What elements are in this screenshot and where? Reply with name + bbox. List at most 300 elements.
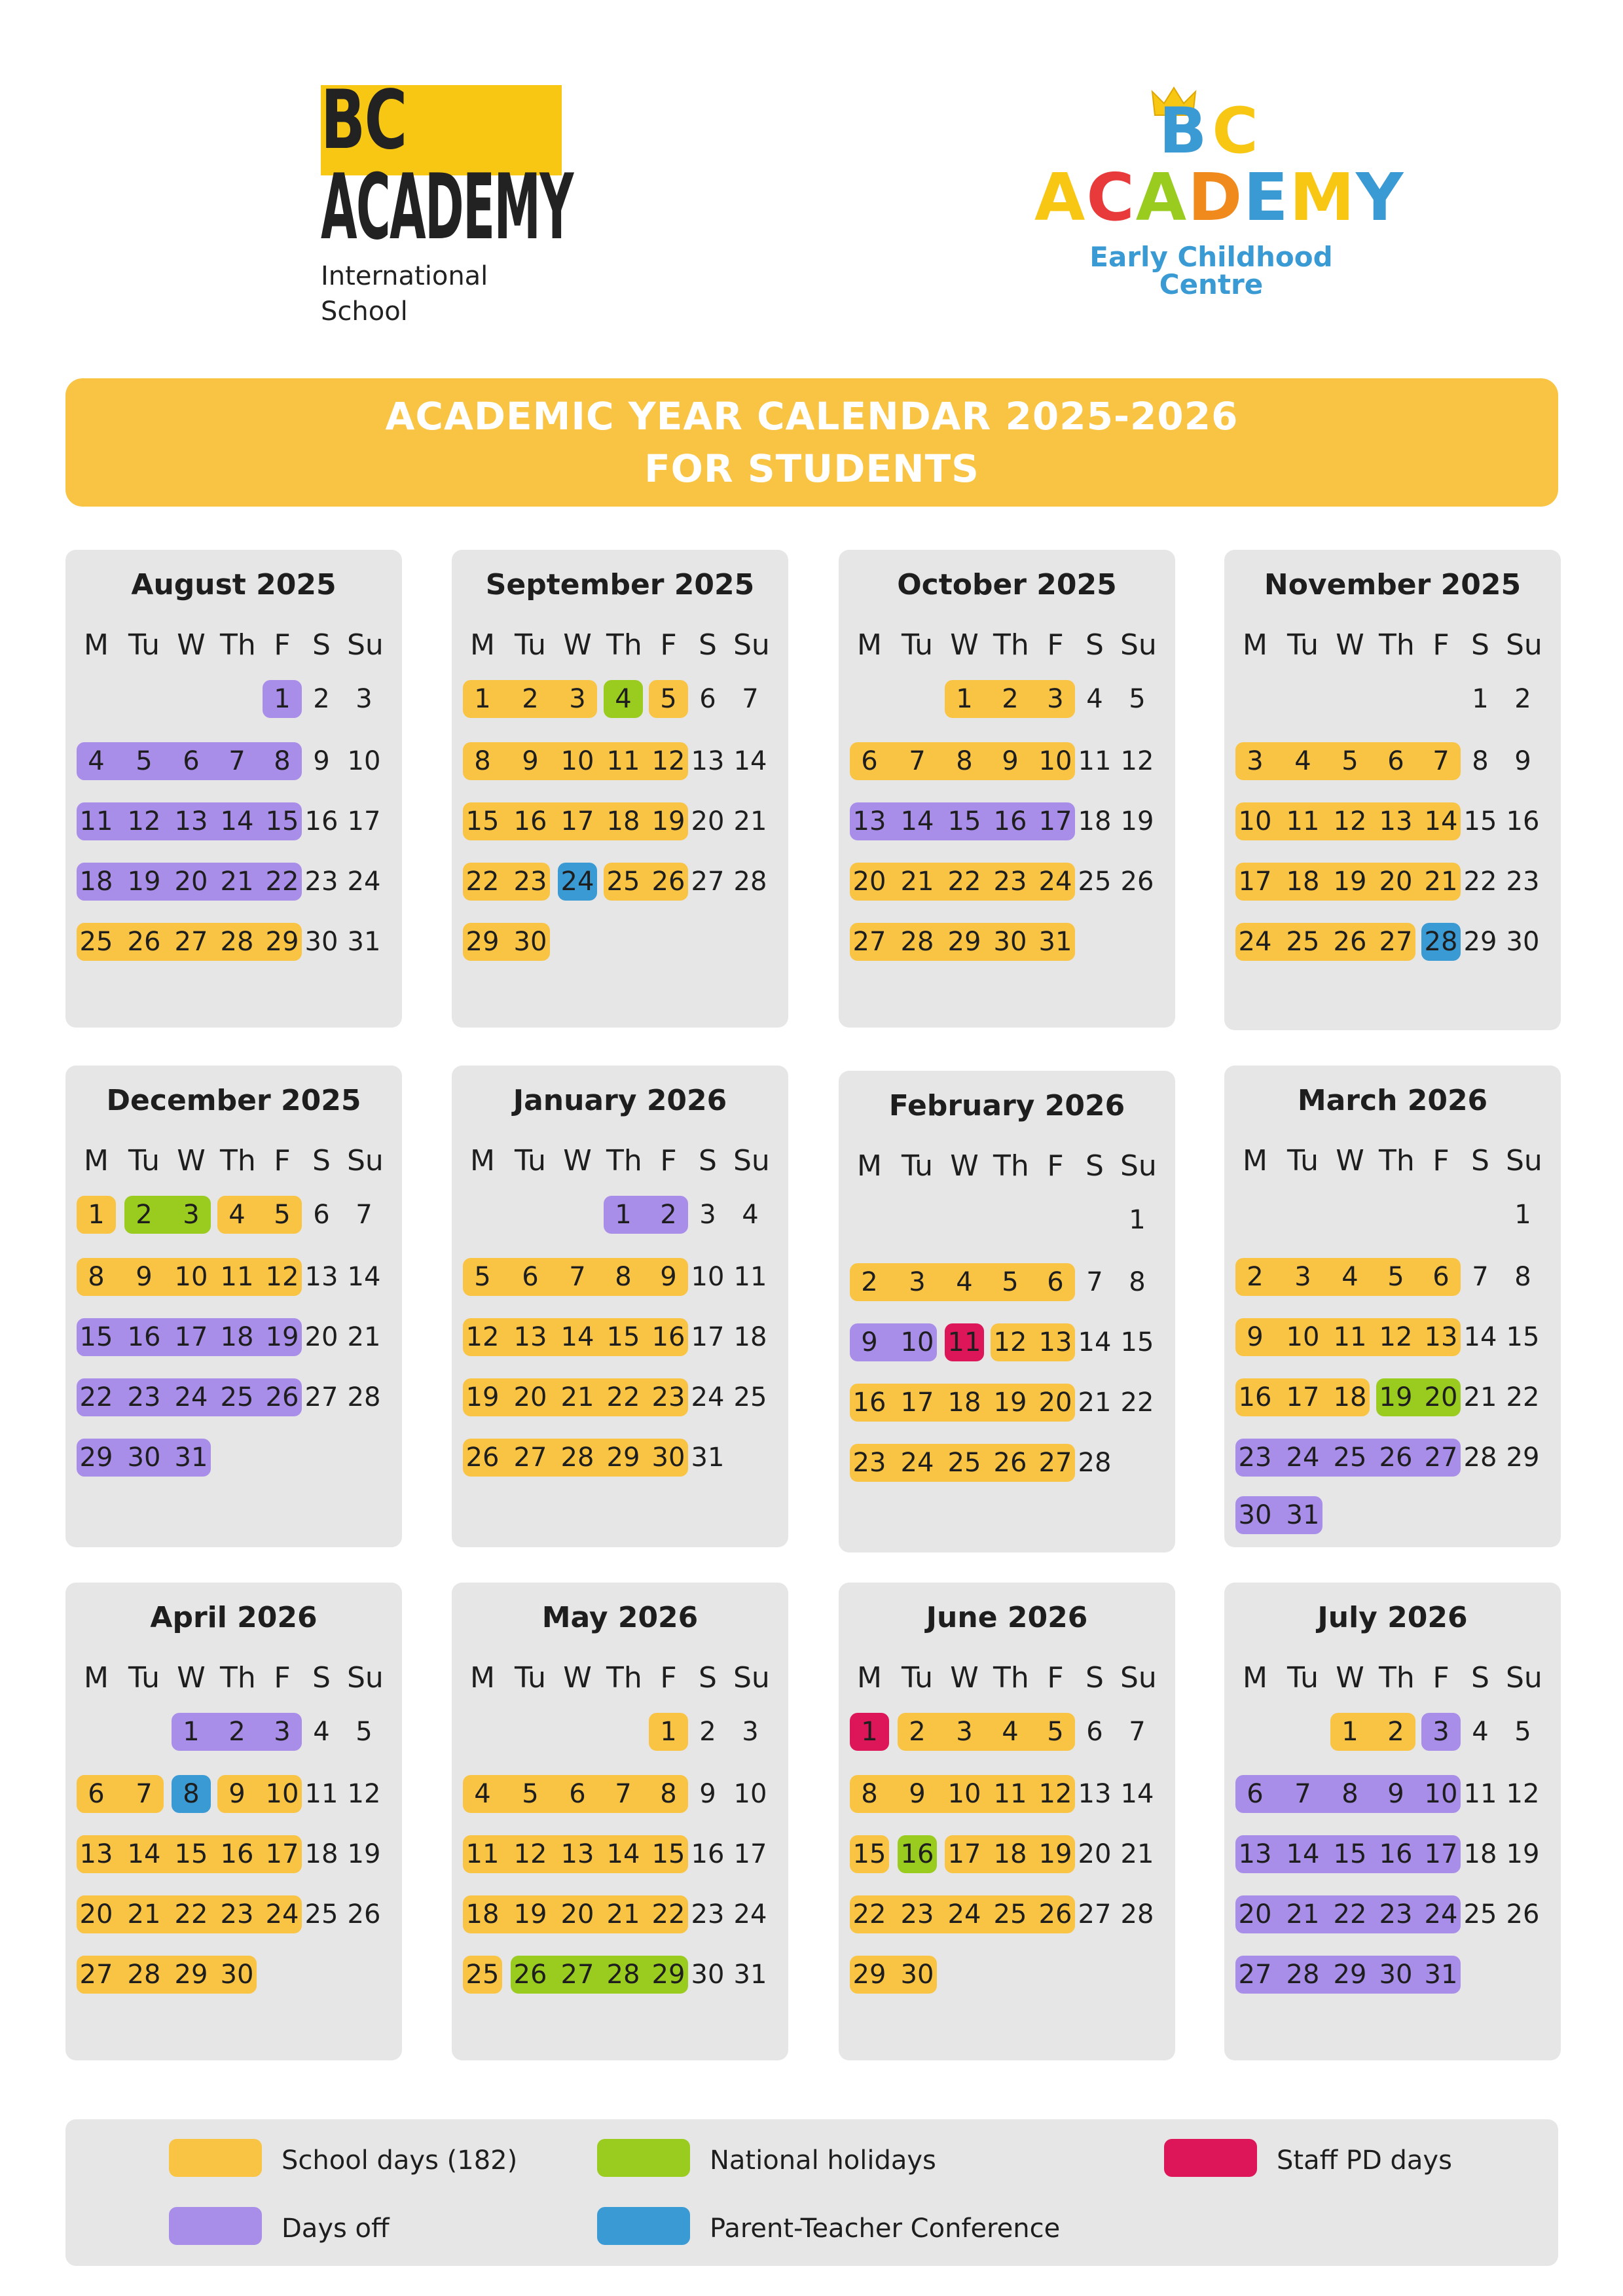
calendar-day: 19 [513, 1899, 547, 1929]
calendar-day: 14 [220, 806, 254, 836]
calendar-day: 26 [1506, 1899, 1540, 1929]
calendar-day: 10 [265, 1779, 299, 1809]
calendar-day: 12 [651, 746, 685, 776]
calendar-day: 30 [1238, 1500, 1272, 1530]
legend-swatch-ptc [597, 2207, 690, 2245]
calendar-day: 4 [956, 1267, 973, 1297]
calendar-day: 17 [347, 806, 381, 836]
calendar-day: 7 [1129, 1717, 1146, 1747]
weekday-header: F [1047, 1149, 1064, 1183]
calendar-day: 23 [127, 1382, 161, 1412]
calendar-day: 27 [852, 927, 886, 957]
calendar-day: 21 [1424, 867, 1458, 897]
legend-label-ptc: Parent-Teacher Conference [710, 2214, 1061, 2244]
calendar-day: 13 [1424, 1322, 1458, 1352]
weekday-header: Su [1120, 1149, 1157, 1183]
weekday-header: Su [347, 628, 384, 662]
weekday-header: M [470, 1661, 495, 1695]
calendar-day: 6 [1047, 1267, 1064, 1297]
calendar-day: 7 [1294, 1779, 1311, 1809]
calendar-title-banner [65, 378, 1558, 507]
calendar-day: 30 [1506, 927, 1540, 957]
calendar-day: 11 [993, 1779, 1027, 1809]
legend-label-pd: Staff PD days [1277, 2145, 1452, 2176]
weekday-header: S [1471, 1661, 1489, 1695]
calendar-day: 28 [606, 1960, 640, 1990]
calendar-day: 17 [900, 1388, 934, 1418]
calendar-day: 22 [79, 1382, 113, 1412]
calendar-day: 20 [79, 1899, 113, 1929]
calendar-day: 18 [993, 1839, 1027, 1869]
calendar-day: 19 [1506, 1839, 1540, 1869]
calendar-day: 9 [136, 1262, 153, 1292]
calendar-day: 29 [606, 1443, 640, 1473]
calendar-day: 10 [1424, 1779, 1458, 1809]
weekday-header: M [84, 1661, 109, 1695]
calendar-day: 20 [1078, 1839, 1112, 1869]
calendar-day: 26 [347, 1899, 381, 1929]
calendar-day: 16 [513, 806, 547, 836]
calendar-day: 14 [127, 1839, 161, 1869]
calendar-day: 4 [1294, 746, 1311, 776]
weekday-header: Su [1120, 628, 1157, 662]
calendar-day: 14 [560, 1322, 594, 1352]
calendar-day: 11 [1463, 1779, 1497, 1809]
weekday-header: M [857, 1149, 882, 1183]
weekday-header: S [699, 1144, 717, 1177]
calendar-day: 22 [265, 867, 299, 897]
calendar-day: 21 [347, 1322, 381, 1352]
calendar-day: 5 [1341, 746, 1359, 776]
weekday-header: W [1336, 1144, 1364, 1177]
calendar-day: 8 [956, 746, 973, 776]
calendar-day: 30 [304, 927, 338, 957]
calendar-day: 8 [183, 1779, 200, 1809]
calendar-day: 27 [79, 1960, 113, 1990]
logo-letter: C [1212, 94, 1264, 168]
calendar-day: 27 [691, 867, 725, 897]
calendar-day: 14 [1424, 806, 1458, 836]
calendar-day: 1 [474, 684, 491, 714]
calendar-day: 25 [79, 927, 113, 957]
weekday-header: M [1243, 1144, 1267, 1177]
calendar-day: 24 [174, 1382, 208, 1412]
logo-letter: A [1135, 159, 1188, 236]
calendar-day: 23 [1238, 1443, 1272, 1473]
month-title: December 2025 [106, 1084, 361, 1117]
calendar-day: 18 [220, 1322, 254, 1352]
calendar-day: 21 [220, 867, 254, 897]
calendar-day: 11 [606, 746, 640, 776]
weekday-header: F [1432, 628, 1450, 662]
calendar-day: 4 [615, 684, 632, 714]
calendar-day: 9 [861, 1327, 878, 1357]
calendar-day: 5 [1047, 1717, 1064, 1747]
calendar-day: 5 [136, 746, 153, 776]
logo-bc-text [1034, 94, 1388, 168]
calendar-day: 4 [1341, 1262, 1359, 1292]
calendar-day: 2 [861, 1267, 878, 1297]
calendar-day: 18 [1333, 1382, 1367, 1412]
logo-subtitle: Early Childhood Centre [1089, 241, 1333, 300]
banner-title: ACADEMIC YEAR CALENDAR 2025-2026 [385, 394, 1239, 439]
calendar-day: 4 [1472, 1717, 1489, 1747]
calendar-day: 1 [1514, 1200, 1531, 1230]
calendar-day: 13 [852, 806, 886, 836]
calendar-day: 11 [1333, 1322, 1367, 1352]
calendar-day: 16 [1379, 1839, 1413, 1869]
calendar-day: 16 [852, 1388, 886, 1418]
calendar-day: 6 [522, 1262, 539, 1292]
legend-label-holiday: National holidays [710, 2145, 936, 2176]
calendar-day: 22 [1120, 1388, 1154, 1418]
calendar-day: 4 [474, 1779, 491, 1809]
weekday-header: W [1336, 628, 1364, 662]
calendar-day: 18 [606, 806, 640, 836]
weekday-header: Su [347, 1144, 384, 1177]
calendar-day: 2 [909, 1717, 926, 1747]
calendar-day: 2 [1247, 1262, 1264, 1292]
calendar-day: 1 [615, 1200, 632, 1230]
calendar-day: 15 [174, 1839, 208, 1869]
calendar-day: 6 [1387, 746, 1404, 776]
calendar-day: 24 [1286, 1443, 1320, 1473]
calendar-day: 7 [1472, 1262, 1489, 1292]
calendar-day: 20 [1379, 867, 1413, 897]
logo-letter: A [1034, 159, 1087, 236]
calendar-day: 22 [1506, 1382, 1540, 1412]
calendar-day: 17 [1286, 1382, 1320, 1412]
calendar-day: 29 [265, 927, 299, 957]
calendar-day: 6 [1432, 1262, 1450, 1292]
weekday-header: Tu [128, 1144, 160, 1177]
calendar-day: 4 [313, 1717, 330, 1747]
calendar-day: 27 [304, 1382, 338, 1412]
calendar-day: 25 [606, 867, 640, 897]
weekday-header: Su [733, 628, 770, 662]
calendar-day: 3 [909, 1267, 926, 1297]
calendar-day: 1 [956, 684, 973, 714]
calendar-day: 13 [174, 806, 208, 836]
calendar-day: 30 [127, 1443, 161, 1473]
calendar-day: 20 [513, 1382, 547, 1412]
weekday-header: F [660, 628, 677, 662]
weekday-header: Th [1379, 1144, 1415, 1177]
calendar-day: 12 [1506, 1779, 1540, 1809]
calendar-day: 26 [1379, 1443, 1413, 1473]
calendar-day: 3 [1432, 1717, 1450, 1747]
calendar-day: 12 [1333, 806, 1367, 836]
month-july-2026 [1224, 1583, 1561, 2060]
calendar-day: 7 [615, 1779, 632, 1809]
calendar-day: 8 [1341, 1779, 1359, 1809]
calendar-day: 2 [1002, 684, 1019, 714]
weekday-header: M [470, 628, 495, 662]
weekday-header: Tu [514, 628, 547, 662]
calendar-day: 19 [1120, 806, 1154, 836]
calendar-day: 20 [560, 1899, 594, 1929]
calendar-day: 6 [1247, 1779, 1264, 1809]
calendar-day: 14 [1463, 1322, 1497, 1352]
calendar-day: 4 [88, 746, 105, 776]
calendar-day: 26 [1333, 927, 1367, 957]
calendar-day: 21 [1463, 1382, 1497, 1412]
calendar-day: 13 [513, 1322, 547, 1352]
calendar-day: 10 [1038, 746, 1072, 776]
calendar-day: 22 [1463, 867, 1497, 897]
calendar-day: 30 [220, 1960, 254, 1990]
calendar-day: 20 [304, 1322, 338, 1352]
weekday-header: F [274, 628, 291, 662]
calendar-day: 24 [947, 1899, 981, 1929]
calendar-day: 5 [356, 1717, 373, 1747]
weekday-header: Su [1506, 1661, 1542, 1695]
weekday-header: Th [606, 1661, 642, 1695]
weekday-header: Tu [128, 628, 160, 662]
calendar-day: 20 [1038, 1388, 1072, 1418]
calendar-day: 3 [183, 1200, 200, 1230]
calendar-day: 21 [900, 867, 934, 897]
weekday-header: S [1471, 1144, 1489, 1177]
weekday-header: F [660, 1144, 677, 1177]
weekday-header: Su [733, 1144, 770, 1177]
legend-label-school: School days (182) [282, 2145, 518, 2176]
calendar-day: 13 [79, 1839, 113, 1869]
calendar-day: 26 [513, 1960, 547, 1990]
calendar-day: 11 [947, 1327, 981, 1357]
calendar-day: 6 [861, 746, 878, 776]
calendar-day: 24 [691, 1382, 725, 1412]
weekday-header: W [563, 1661, 592, 1695]
weekday-header: Th [993, 1661, 1029, 1695]
calendar-day: 25 [465, 1960, 500, 1990]
calendar-day: 12 [265, 1262, 299, 1292]
weekday-header: Th [606, 1144, 642, 1177]
weekday-header: Th [1379, 628, 1415, 662]
month-february-2026 [839, 1071, 1175, 1552]
calendar-day: 11 [1286, 806, 1320, 836]
calendar-day: 18 [465, 1899, 500, 1929]
legend [65, 2119, 1558, 2266]
calendar-day: 19 [1333, 867, 1367, 897]
calendar-day: 15 [465, 806, 500, 836]
calendar-day: 19 [347, 1839, 381, 1869]
calendar-day: 2 [1514, 684, 1531, 714]
calendar-day: 25 [1286, 927, 1320, 957]
logo-subtitle-line2: School [321, 296, 408, 327]
weekday-header: S [1085, 628, 1104, 662]
logo-academy-text: ACADEMY [321, 154, 573, 260]
calendar-day: 5 [274, 1200, 291, 1230]
weekday-header: M [857, 1661, 882, 1695]
calendar-day: 1 [1472, 684, 1489, 714]
calendar-day: 5 [1387, 1262, 1404, 1292]
calendar-day: 23 [513, 867, 547, 897]
weekday-header: Tu [901, 628, 934, 662]
calendar-day: 28 [733, 867, 767, 897]
weekday-header: S [1085, 1149, 1104, 1183]
calendar-day: 10 [947, 1779, 981, 1809]
calendar-day: 5 [1514, 1717, 1531, 1747]
calendar-day: 8 [861, 1779, 878, 1809]
weekday-header: S [1471, 628, 1489, 662]
calendar-day: 20 [1238, 1899, 1272, 1929]
calendar-day: 16 [900, 1839, 934, 1869]
calendar-day: 6 [183, 746, 200, 776]
calendar-day: 23 [1506, 867, 1540, 897]
calendar-day: 12 [513, 1839, 547, 1869]
calendar-day: 31 [1286, 1500, 1320, 1530]
calendar-day: 29 [651, 1960, 685, 1990]
calendar-day: 4 [1086, 684, 1103, 714]
calendar-day: 30 [513, 927, 547, 957]
calendar-day: 15 [947, 806, 981, 836]
calendar-day: 14 [606, 1839, 640, 1869]
calendar-day: 29 [852, 1960, 886, 1990]
weekday-header: W [950, 1661, 979, 1695]
month-title: October 2025 [897, 568, 1117, 601]
calendar-day: 28 [127, 1960, 161, 1990]
calendar-day: 21 [1120, 1839, 1154, 1869]
calendar-day: 1 [88, 1200, 105, 1230]
month-december-2025 [65, 1066, 402, 1547]
calendar-day: 14 [1120, 1779, 1154, 1809]
calendar-day: 24 [1238, 927, 1272, 957]
calendar-day: 2 [1387, 1717, 1404, 1747]
month-october-2025 [839, 550, 1175, 1028]
calendar-day: 27 [1424, 1443, 1458, 1473]
calendar-day: 17 [947, 1839, 981, 1869]
calendar-day: 17 [733, 1839, 767, 1869]
calendar-day: 17 [560, 806, 594, 836]
calendar-day: 23 [304, 867, 338, 897]
calendar-day: 4 [228, 1200, 246, 1230]
calendar-day: 9 [660, 1262, 677, 1292]
calendar-day: 16 [691, 1839, 725, 1869]
calendar-day: 2 [522, 684, 539, 714]
weekday-header: M [857, 628, 882, 662]
weekday-header: Th [220, 628, 256, 662]
calendar-day: 8 [615, 1262, 632, 1292]
calendar-day: 22 [465, 867, 500, 897]
calendar-day: 16 [993, 806, 1027, 836]
calendar-day: 28 [1286, 1960, 1320, 1990]
calendar-day: 7 [1432, 746, 1450, 776]
weekday-header: W [563, 628, 592, 662]
calendar-day: 24 [1424, 1899, 1458, 1929]
calendar-day: 21 [606, 1899, 640, 1929]
calendar-day: 12 [993, 1327, 1027, 1357]
calendar-day: 17 [1238, 867, 1272, 897]
calendar-day: 22 [852, 1899, 886, 1929]
calendar-day: 31 [1038, 927, 1072, 957]
weekday-header: S [699, 1661, 717, 1695]
calendar-day: 24 [560, 867, 594, 897]
weekday-header: Tu [901, 1149, 934, 1183]
calendar-day: 20 [174, 867, 208, 897]
calendar-day: 15 [1333, 1839, 1367, 1869]
calendar-day: 28 [560, 1443, 594, 1473]
calendar-day: 24 [900, 1448, 934, 1478]
month-title: January 2026 [513, 1084, 727, 1117]
legend-swatch-off [169, 2207, 262, 2245]
calendar-day: 10 [560, 746, 594, 776]
calendar-day: 31 [691, 1443, 725, 1473]
calendar-day: 26 [465, 1443, 500, 1473]
calendar-day: 5 [660, 684, 677, 714]
calendar-day: 23 [900, 1899, 934, 1929]
calendar-day: 22 [606, 1382, 640, 1412]
calendar-day: 28 [1463, 1443, 1497, 1473]
month-title: June 2026 [926, 1601, 1088, 1634]
calendar-day: 28 [900, 927, 934, 957]
calendar-day: 3 [1247, 746, 1264, 776]
calendar-day: 19 [265, 1322, 299, 1352]
calendar-day: 29 [79, 1443, 113, 1473]
calendar-day: 27 [560, 1960, 594, 1990]
weekday-header: W [563, 1144, 592, 1177]
calendar-day: 18 [947, 1388, 981, 1418]
weekday-header: Th [993, 1149, 1029, 1183]
calendar-day: 27 [1078, 1899, 1112, 1929]
calendar-day: 12 [1120, 746, 1154, 776]
calendar-day: 28 [1120, 1899, 1154, 1929]
calendar-day: 20 [691, 806, 725, 836]
month-title: April 2026 [150, 1601, 318, 1634]
calendar-day: 16 [127, 1322, 161, 1352]
calendar-day: 4 [1002, 1717, 1019, 1747]
calendar-day: 8 [274, 746, 291, 776]
weekday-header: F [274, 1661, 291, 1695]
calendar-day: 24 [1038, 867, 1072, 897]
calendar-day: 15 [852, 1839, 886, 1869]
calendar-day: 12 [1038, 1779, 1072, 1809]
calendar-day: 25 [947, 1448, 981, 1478]
calendar-day: 9 [313, 746, 330, 776]
calendar-day: 7 [136, 1779, 153, 1809]
month-title: May 2026 [541, 1601, 699, 1634]
month-title: July 2026 [1317, 1601, 1468, 1634]
calendar-day: 8 [1514, 1262, 1531, 1292]
calendar-day: 9 [1514, 746, 1531, 776]
calendar-day: 22 [651, 1899, 685, 1929]
calendar-day: 14 [1078, 1327, 1112, 1357]
calendar-day: 24 [347, 867, 381, 897]
month-title: March 2026 [1297, 1084, 1488, 1117]
month-title: November 2025 [1264, 568, 1522, 601]
calendar-day: 12 [1379, 1322, 1413, 1352]
calendar-day: 8 [660, 1779, 677, 1809]
calendar-day: 14 [733, 746, 767, 776]
calendar-day: 29 [174, 1960, 208, 1990]
calendar-day: 2 [228, 1717, 246, 1747]
calendar-day: 27 [1238, 1960, 1272, 1990]
calendar-day: 8 [1472, 746, 1489, 776]
calendar-day: 10 [174, 1262, 208, 1292]
calendar-day: 26 [993, 1448, 1027, 1478]
logo-subtitle-line1: International [321, 261, 488, 291]
calendar-day: 13 [304, 1262, 338, 1292]
calendar-day: 16 [1238, 1382, 1272, 1412]
calendar-day: 14 [1286, 1839, 1320, 1869]
calendar-day: 15 [265, 806, 299, 836]
calendar-day: 1 [861, 1717, 878, 1747]
calendar-day: 7 [569, 1262, 586, 1292]
calendar-day: 5 [474, 1262, 491, 1292]
calendar-day: 3 [742, 1717, 759, 1747]
logo-letter: E [1243, 159, 1290, 236]
legend-label-off: Days off [282, 2214, 390, 2244]
